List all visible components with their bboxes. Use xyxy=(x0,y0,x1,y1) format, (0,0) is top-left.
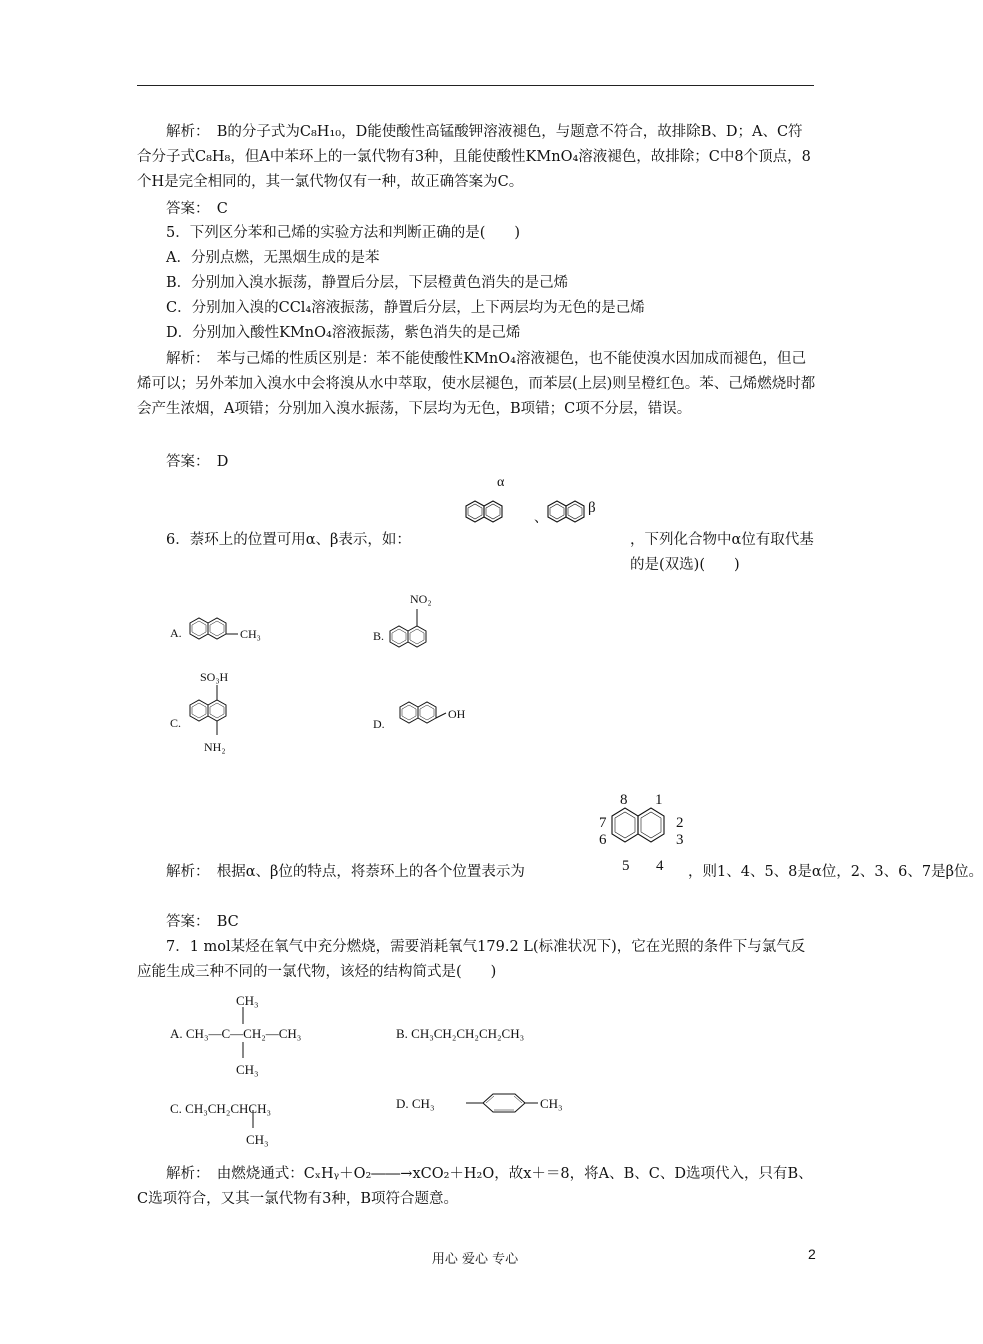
q6-stem-after: ，下列化合物中α位有取代基的是(双选)( ) xyxy=(630,532,814,573)
q7b: B. CH₃CH₂CH₂CH₂CH₃ xyxy=(396,1026,525,1041)
q6-answer: 答案： BC xyxy=(166,914,239,930)
naphthalene-numbering-figure xyxy=(596,790,696,880)
footer-text: 用心 爱心 专心 xyxy=(431,1252,519,1267)
opt-b-label: B. xyxy=(373,629,385,643)
q5-option-d: D．分别加入酸性KMnO₄溶液振荡，紫色消失的是己烯 xyxy=(166,325,521,341)
q7d-left: D. CH₃ xyxy=(396,1096,435,1111)
opt-c-sub1: SO₃H xyxy=(200,670,229,684)
page-number: 2 xyxy=(808,1246,816,1262)
q7a-bottom: CH₃ xyxy=(236,1062,259,1077)
num-6: 6 xyxy=(599,832,607,848)
num-8: 8 xyxy=(620,792,628,808)
q5-analysis: 解析： 苯与己烯的性质区别是：苯不能使酸性KMnO₄溶液褪色，也不能使溴水因加成而褪色，但己烯可以；另外苯加入溴水中会将溴从水中萃取，使水层褪色，而苯层(上层)则呈橙红色。苯、己烯燃烧时都会产生浓烟，A项错；分别加入溴水振荡，下层均为无色，B项错；C项不分层，错误。 xyxy=(137,351,816,417)
opt-a-sub: CH₃ xyxy=(240,627,261,641)
q7c-main: C. CH₃CH₂CHCH₃ xyxy=(170,1101,272,1116)
q5-stem: 5．下列区分苯和己烯的实验方法和判断正确的是( ) xyxy=(166,225,521,241)
q7-options-structures xyxy=(170,990,590,1160)
q7c-bottom: CH₃ xyxy=(246,1132,269,1147)
q6-stem-before: 6．萘环上的位置可用α、β表示，如： xyxy=(166,532,411,548)
q7a-top: CH₃ xyxy=(236,993,259,1008)
num-1: 1 xyxy=(655,792,663,808)
q4-analysis: 解析： B的分子式为C₈H₁₀，D能使酸性高锰酸钾溶液褪色，与题意不符合，故排除B、D；A、C符合分子式C₈H₈，但A中苯环上的一氯代物有3种，且能使酸性KMnO₄溶液褪色，故排除；C中8个顶点，8个H是完全相同的，其一氯代物仅有一种，故正确答案为C。 xyxy=(137,124,811,190)
num-2: 2 xyxy=(676,815,684,831)
beta-label: β xyxy=(588,500,596,516)
q5-option-a: A．分别点燃，无黑烟生成的是苯 xyxy=(166,250,380,266)
q6-options-structures xyxy=(170,585,500,785)
q7a-main: A. CH₃—C—CH₂—CH₃ xyxy=(170,1026,302,1041)
q7-analysis: 解析： 由燃烧通式：CₓHᵧ＋O₂――→xCO₂＋H₂O，故x＋＝8，将A、B、C、D选项代入，只有B、C选项符合，又其一氯代物有3种，B项符合题意。 xyxy=(137,1166,813,1207)
opt-d-sub: OH xyxy=(448,707,466,721)
naphthalene-alpha-beta-figure xyxy=(448,474,628,554)
opt-a-label: A. xyxy=(170,626,182,640)
q4-answer: 答案： C xyxy=(166,201,228,217)
q5-option-c: C．分别加入溴的CCl₄溶液振荡，静置后分层，上下两层均为无色的是己烯 xyxy=(166,300,645,316)
q7d-right: CH₃ xyxy=(540,1096,563,1111)
header-rule xyxy=(137,85,814,86)
separator-mark: 、 xyxy=(534,511,548,526)
num-4: 4 xyxy=(656,858,664,874)
opt-b-sub: NO₂ xyxy=(410,592,432,606)
q6-analysis-after: ，则1、4、5、8是α位，2、3、6、7是β位。 xyxy=(688,864,983,880)
opt-c-sub2: NH₂ xyxy=(204,740,226,754)
opt-d-label: D. xyxy=(373,717,385,731)
alpha-label: α xyxy=(497,475,505,490)
q5-option-b: B．分别加入溴水振荡，静置后分层，下层橙黄色消失的是己烯 xyxy=(166,275,569,291)
num-5: 5 xyxy=(622,858,630,874)
num-7: 7 xyxy=(599,815,607,831)
num-3: 3 xyxy=(676,832,684,848)
opt-c-label: C. xyxy=(170,716,182,730)
q5-answer: 答案： D xyxy=(166,454,229,470)
q6-analysis-before: 解析： 根据α、β位的特点，将萘环上的各个位置表示为 xyxy=(166,864,525,880)
q7-stem: 7．1 mol某烃在氧气中充分燃烧，需要消耗氧气179.2 L(标准状况下)，它在光照的条件下与氯气反应能生成三种不同的一氯代物，该烃的结构简式是( ) xyxy=(137,939,806,980)
